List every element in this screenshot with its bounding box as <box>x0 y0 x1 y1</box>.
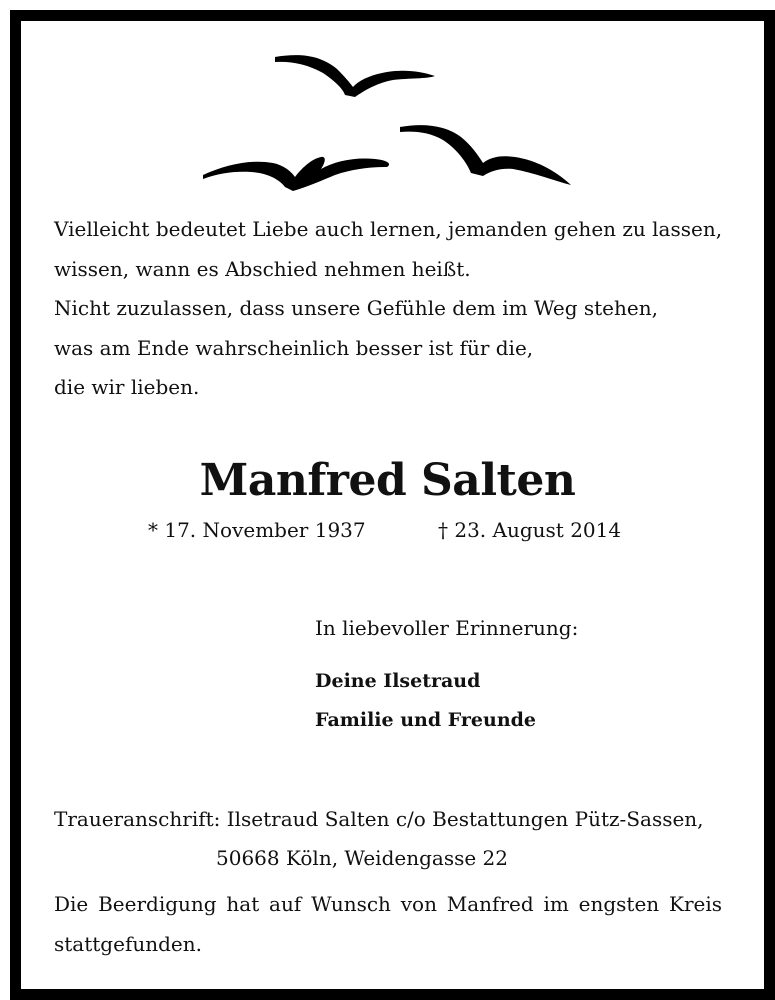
poem-line: Nicht zuzulassen, dass unsere Gefühle dem im Weg stehen, <box>54 296 658 320</box>
signer: Familie und Freunde <box>315 709 537 731</box>
address-line-2: 50668 Köln, Weidengasse 22 <box>216 846 508 870</box>
seagull-top <box>275 55 435 97</box>
seagull-left <box>203 157 389 191</box>
memory-intro: In liebevoller Erinnerung: <box>315 616 579 640</box>
deceased-name: Manfred Salten <box>199 455 576 506</box>
funeral-note: Die Beerdigung hat auf Wunsch von Manfred im engsten Kreis stattgefunden. <box>54 892 722 956</box>
seagull-right <box>400 125 571 185</box>
poem <box>54 210 734 408</box>
poem-line: Vielleicht bedeutet Liebe auch lernen, jemanden gehen zu lassen, <box>54 217 723 241</box>
seagulls-icon <box>195 45 585 195</box>
death-date: † 23. August 2014 <box>438 518 622 542</box>
poem-line: die wir lieben. <box>54 375 200 399</box>
poem-line: was am Ende wahrscheinlich besser ist für die, <box>54 335 534 360</box>
poem-line: wissen, wann es Abschied nehmen heißt. <box>54 256 471 281</box>
signers <box>315 662 536 740</box>
birth-date: * 17. November 1937 <box>148 518 366 542</box>
signer: Deine Ilsetraud <box>315 670 481 692</box>
mourning-address <box>54 800 704 878</box>
address-line-1: Traueranschrift: Ilsetraud Salten c/o Bestattungen Pütz-Sassen, <box>54 807 704 831</box>
